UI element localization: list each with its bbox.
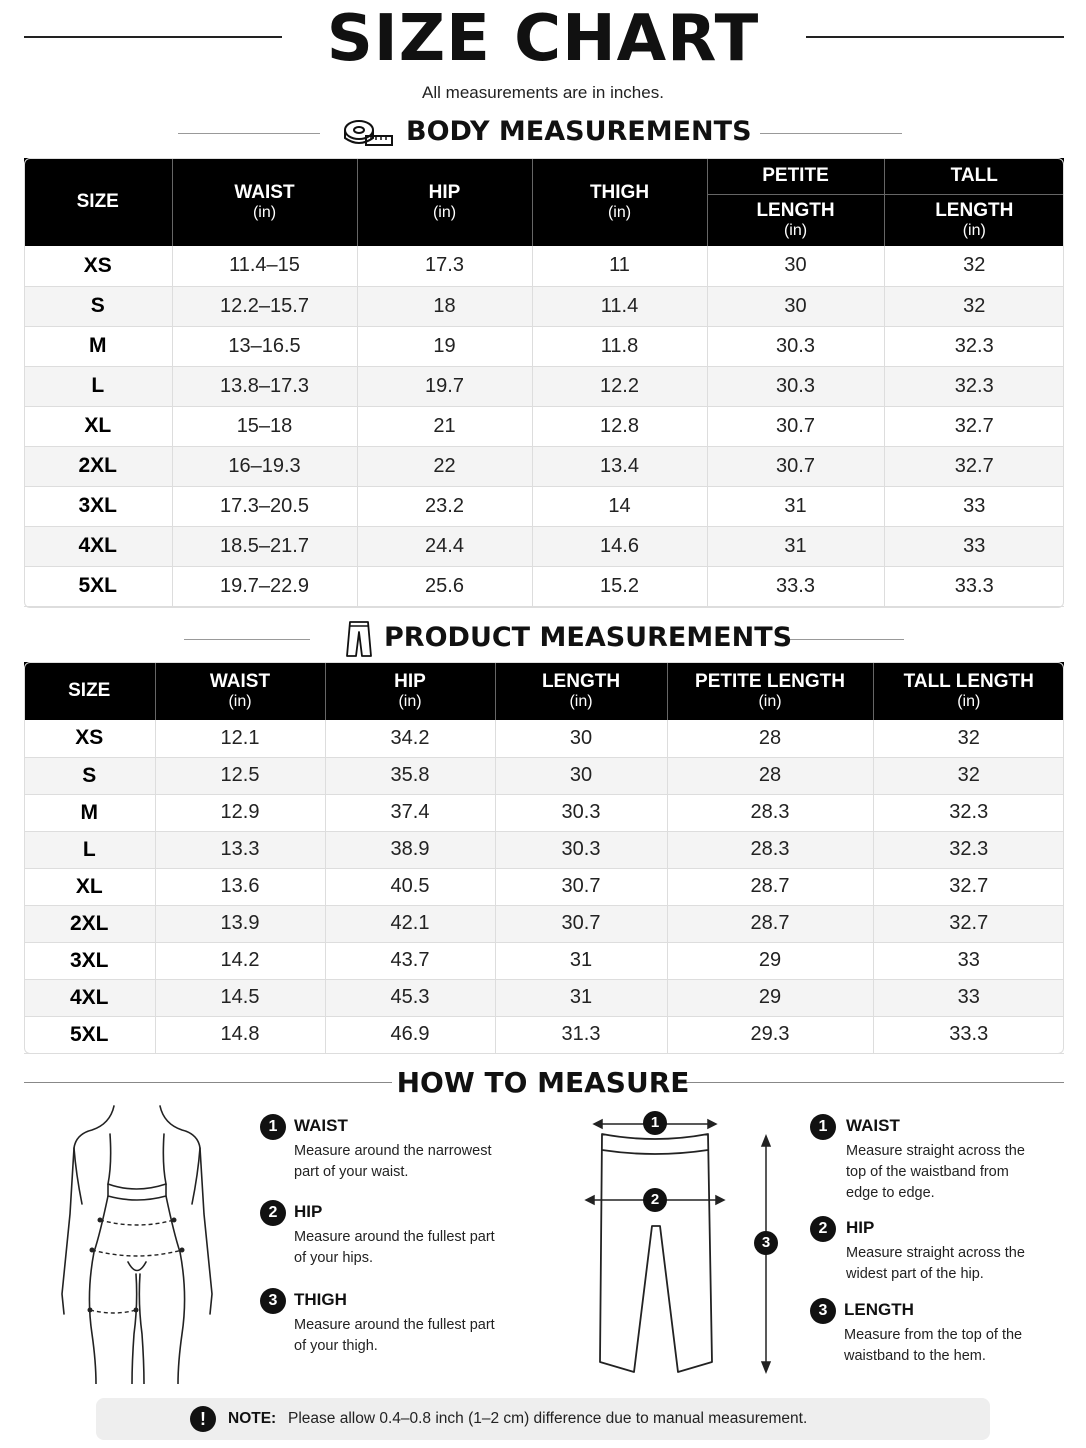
value-cell: 31.3	[495, 1016, 667, 1053]
value-cell: 16–19.3	[172, 446, 357, 486]
step-name: THIGH	[294, 1290, 347, 1309]
page-subtitle: All measurements are in inches.	[422, 83, 664, 102]
value-cell: 28.3	[667, 831, 873, 868]
col-tall-length: LENGTH (in)	[884, 194, 1064, 246]
tape-measure-icon	[342, 116, 394, 150]
step-number: 1	[260, 1114, 286, 1140]
step-number: 2	[810, 1216, 836, 1242]
value-cell: 30	[495, 720, 667, 757]
value-cell: 30	[707, 246, 884, 286]
value-cell: 11.4–15	[172, 246, 357, 286]
value-cell: 42.1	[325, 905, 495, 942]
step-description: Measure straight across the top of the waistband from edge to edge.	[846, 1143, 1025, 1201]
value-cell: 18.5–21.7	[172, 526, 357, 566]
size-cell: 5XL	[24, 1016, 155, 1053]
table-row	[24, 831, 1064, 868]
value-cell: 12.2–15.7	[172, 286, 357, 326]
value-cell: 40.5	[325, 868, 495, 905]
table-row	[24, 905, 1064, 942]
value-cell: 15.2	[532, 566, 707, 606]
product-table-body	[24, 720, 1064, 1053]
diagram-marker-waist: 1	[643, 1111, 667, 1135]
exclamation-icon: !	[190, 1406, 216, 1432]
value-cell: 25.6	[357, 566, 532, 606]
value-cell: 28.7	[667, 868, 873, 905]
value-cell: 30.3	[707, 326, 884, 366]
col-size: SIZE	[24, 158, 172, 246]
size-cell: M	[24, 794, 155, 831]
step-name: WAIST	[294, 1116, 348, 1135]
value-cell: 30	[495, 757, 667, 794]
body-table-body	[24, 246, 1064, 606]
value-cell: 13.4	[532, 446, 707, 486]
rule-right	[760, 133, 902, 134]
step-description: Measure around the fullest part of your hips.	[294, 1229, 495, 1266]
table-row	[24, 1016, 1064, 1053]
size-cell: XS	[24, 246, 172, 286]
size-cell: 4XL	[24, 526, 172, 566]
value-cell: 32.7	[884, 406, 1064, 446]
value-cell: 14	[532, 486, 707, 526]
table-row	[24, 794, 1064, 831]
diagram-marker-length: 3	[754, 1231, 778, 1255]
table-row	[24, 979, 1064, 1016]
section-title: BODY MEASUREMENTS	[406, 116, 752, 147]
value-cell: 31	[707, 526, 884, 566]
step-number: 2	[260, 1200, 286, 1226]
value-cell: 33	[873, 942, 1064, 979]
size-cell: 4XL	[24, 979, 155, 1016]
value-cell: 13.3	[155, 831, 325, 868]
value-cell: 31	[495, 979, 667, 1016]
value-cell: 28	[667, 720, 873, 757]
table-row	[24, 942, 1064, 979]
value-cell: 11.8	[532, 326, 707, 366]
rule-right	[790, 639, 904, 640]
value-cell: 43.7	[325, 942, 495, 979]
value-cell: 32.3	[873, 831, 1064, 868]
size-cell: S	[24, 286, 172, 326]
value-cell: 12.5	[155, 757, 325, 794]
size-cell: 2XL	[24, 446, 172, 486]
value-cell: 30.7	[707, 446, 884, 486]
product-measurements-heading	[0, 620, 1086, 660]
value-cell: 32	[873, 757, 1064, 794]
value-cell: 30.7	[495, 905, 667, 942]
diagram-marker-hip: 2	[643, 1188, 667, 1212]
value-cell: 19.7	[357, 366, 532, 406]
table-row	[24, 757, 1064, 794]
how-to-measure-heading	[0, 1064, 1086, 1104]
value-cell: 30.7	[495, 868, 667, 905]
value-cell: 13.9	[155, 905, 325, 942]
table-row	[24, 566, 1064, 606]
table-row	[24, 326, 1064, 366]
value-cell: 17.3	[357, 246, 532, 286]
step-description: Measure around the fullest part of your thigh.	[294, 1317, 495, 1354]
table-row	[24, 246, 1064, 286]
value-cell: 11.4	[532, 286, 707, 326]
size-cell: 5XL	[24, 566, 172, 606]
value-cell: 12.2	[532, 366, 707, 406]
value-cell: 17.3–20.5	[172, 486, 357, 526]
table-row	[24, 868, 1064, 905]
table-row	[24, 366, 1064, 406]
value-cell: 32.3	[884, 326, 1064, 366]
page-title: SIZE CHART	[326, 2, 760, 76]
size-cell: 3XL	[24, 486, 172, 526]
value-cell: 14.8	[155, 1016, 325, 1053]
value-cell: 30.3	[707, 366, 884, 406]
value-cell: 32.7	[873, 905, 1064, 942]
value-cell: 12.1	[155, 720, 325, 757]
value-cell: 32	[884, 246, 1064, 286]
col-petite-length: LENGTH (in)	[707, 194, 884, 246]
value-cell: 32	[873, 720, 1064, 757]
value-cell: 33	[884, 526, 1064, 566]
col-length: LENGTH (in)	[495, 662, 667, 720]
value-cell: 23.2	[357, 486, 532, 526]
step-name: HIP	[846, 1218, 875, 1237]
note-banner	[96, 1398, 990, 1440]
value-cell: 30	[707, 286, 884, 326]
step-name: HIP	[294, 1202, 323, 1221]
value-cell: 32.7	[884, 446, 1064, 486]
rule-left	[178, 133, 320, 134]
step-name: LENGTH	[844, 1300, 914, 1319]
value-cell: 33	[873, 979, 1064, 1016]
step-number: 1	[810, 1114, 836, 1140]
col-group-tall: TALL	[884, 158, 1064, 194]
col-hip: HIP (in)	[357, 158, 532, 246]
table-row	[24, 486, 1064, 526]
col-hip: HIP (in)	[325, 662, 495, 720]
value-cell: 45.3	[325, 979, 495, 1016]
value-cell: 33.3	[884, 566, 1064, 606]
value-cell: 12.8	[532, 406, 707, 446]
value-cell: 13–16.5	[172, 326, 357, 366]
value-cell: 13.6	[155, 868, 325, 905]
value-cell: 32.7	[873, 868, 1064, 905]
value-cell: 31	[707, 486, 884, 526]
note-text: Please allow 0.4–0.8 inch (1–2 cm) difference due to manual measurement.	[288, 1410, 808, 1427]
table-row	[24, 446, 1064, 486]
size-cell: L	[24, 831, 155, 868]
col-waist: WAIST (in)	[172, 158, 357, 246]
table-row	[24, 720, 1064, 757]
body-figure-illustration	[52, 1104, 222, 1384]
value-cell: 30.3	[495, 794, 667, 831]
value-cell: 34.2	[325, 720, 495, 757]
size-cell: M	[24, 326, 172, 366]
note-label: NOTE:	[228, 1410, 277, 1427]
value-cell: 24.4	[357, 526, 532, 566]
size-cell: S	[24, 757, 155, 794]
section-title: PRODUCT MEASUREMENTS	[384, 622, 793, 653]
step-number: 3	[810, 1298, 836, 1324]
value-cell: 12.9	[155, 794, 325, 831]
value-cell: 32.3	[884, 366, 1064, 406]
value-cell: 31	[495, 942, 667, 979]
table-row	[24, 526, 1064, 566]
rule-left	[184, 639, 310, 640]
value-cell: 15–18	[172, 406, 357, 446]
value-cell: 46.9	[325, 1016, 495, 1053]
value-cell: 11	[532, 246, 707, 286]
value-cell: 13.8–17.3	[172, 366, 357, 406]
table-row	[24, 406, 1064, 446]
value-cell: 32.3	[873, 794, 1064, 831]
size-cell: L	[24, 366, 172, 406]
value-cell: 29.3	[667, 1016, 873, 1053]
value-cell: 19	[357, 326, 532, 366]
step-description: Measure around the narrowest part of your waist.	[294, 1143, 492, 1180]
value-cell: 30.3	[495, 831, 667, 868]
value-cell: 18	[357, 286, 532, 326]
col-petite-length: PETITE LENGTH (in)	[667, 662, 873, 720]
size-cell: XS	[24, 720, 155, 757]
value-cell: 37.4	[325, 794, 495, 831]
value-cell: 35.8	[325, 757, 495, 794]
size-cell: XL	[24, 868, 155, 905]
col-waist: WAIST (in)	[155, 662, 325, 720]
section-title: HOW TO MEASURE	[396, 1066, 690, 1099]
body-measurements-table	[24, 158, 1064, 607]
size-cell: 2XL	[24, 905, 155, 942]
product-measurements-table	[24, 662, 1064, 1054]
step-name: WAIST	[846, 1116, 900, 1135]
step-number: 3	[260, 1288, 286, 1314]
table-row	[24, 286, 1064, 326]
value-cell: 14.6	[532, 526, 707, 566]
col-size: SIZE	[24, 662, 155, 720]
value-cell: 21	[357, 406, 532, 446]
value-cell: 14.2	[155, 942, 325, 979]
value-cell: 14.5	[155, 979, 325, 1016]
value-cell: 29	[667, 942, 873, 979]
header	[0, 0, 1086, 110]
col-group-petite: PETITE	[707, 158, 884, 194]
value-cell: 28.3	[667, 794, 873, 831]
size-cell: 3XL	[24, 942, 155, 979]
value-cell: 30.7	[707, 406, 884, 446]
body-measurements-heading	[0, 114, 1086, 154]
size-cell: XL	[24, 406, 172, 446]
value-cell: 19.7–22.9	[172, 566, 357, 606]
step-description: Measure straight across the widest part of the hip.	[846, 1245, 1025, 1282]
value-cell: 38.9	[325, 831, 495, 868]
value-cell: 22	[357, 446, 532, 486]
col-thigh: THIGH (in)	[532, 158, 707, 246]
value-cell: 32	[884, 286, 1064, 326]
value-cell: 28	[667, 757, 873, 794]
value-cell: 33.3	[873, 1016, 1064, 1053]
pants-icon	[345, 620, 373, 658]
step-description: Measure from the top of the waistband to the hem.	[844, 1327, 1023, 1364]
value-cell: 33.3	[707, 566, 884, 606]
col-tall-length: TALL LENGTH (in)	[873, 662, 1064, 720]
value-cell: 28.7	[667, 905, 873, 942]
value-cell: 33	[884, 486, 1064, 526]
value-cell: 29	[667, 979, 873, 1016]
